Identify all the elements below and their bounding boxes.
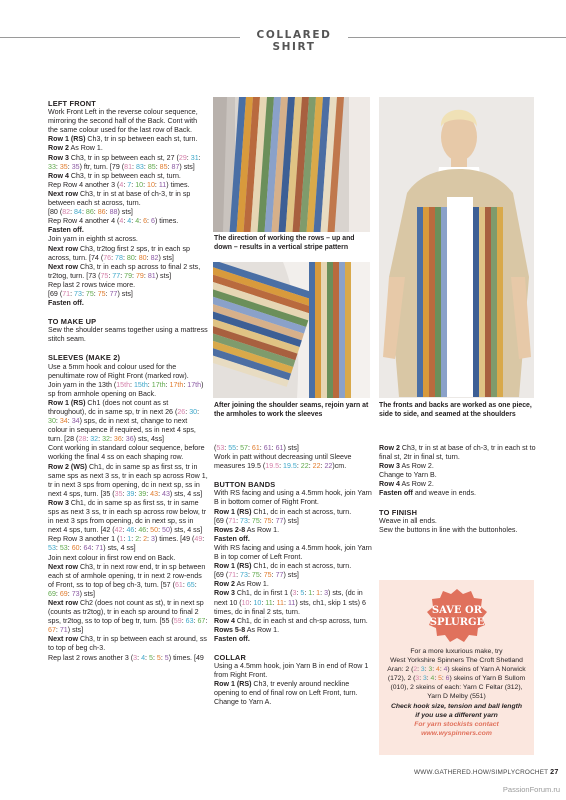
collar-change-yarn: Change to Yarn B. xyxy=(379,471,437,480)
caption-photo-1: The direction of working the rows – up and down – results in a vertical stripe pattern xyxy=(214,235,355,251)
left-band-row-3: Row 3 Ch1, dc in first 1 (3: 5: 1: 1: 3) sts, (dc in next 10 (10: 10: 11: 11: 11) sts, ch1, skip 1 sts) 6 times, dc in final 2 sts, turn. xyxy=(214,589,366,616)
save-line-5: (010), 2 skeins of each: Yarn C Feltar (312), xyxy=(390,684,523,692)
sleeves-row-1: Row 1 (RS) Ch1 (does not count as st throughout), dc in same sp, tr in next 26 (26: 30: 30: 34: 34) sps, dc in next st, change to next colour in sequence if required, ss in next 4 sps, turn. [28 (28: 32: 32: 36: 36) sts, 4ss] xyxy=(48,398,200,444)
sleeves-repeat-last: Rep last 2 rows another 3 (3: 4: 5: 5: 5) times. [49 xyxy=(48,653,204,662)
collar-row-2: Row 2 Ch3, tr in st at base of ch-3, tr in each st to final st, 2tr in final st, turn. xyxy=(379,444,536,462)
left-front-next-row-2: Next row Ch3, tr2tog first 2 sps, tr in each sp across, turn. [74 (76: 78: 80: 80: 82) sts] xyxy=(48,244,190,262)
sleeves-intro: Use a 5mm hook and colour used for the penultimate row of Right Front (marked row). xyxy=(48,362,189,380)
left-front-repeat-2: Rep Row 4 another 4 (4: 4: 4: 6: 6) times. xyxy=(48,217,179,226)
save-or-splurge-badge xyxy=(426,588,488,644)
stockists-link[interactable]: www.wyspinners.com xyxy=(421,729,492,737)
left-band-row-1: Row 1 (RS) Ch1, dc in each st across, turn. xyxy=(214,562,352,571)
collar-intro: Using a 4.5mm hook, join Yarn B in end of Row 1 from Right Front. xyxy=(214,662,369,680)
watermark: PassionForum.ru xyxy=(502,785,560,794)
column-2 xyxy=(214,444,372,708)
save-or-splurge-text xyxy=(379,647,534,738)
section-title: COLLARED SHIRT xyxy=(256,29,332,53)
to-finish-1: Weave in all ends. xyxy=(379,516,437,525)
left-front-repeat-3-count: [69 (71: 73: 75: 75: 77) sts] xyxy=(48,289,133,298)
button-bands-rows-2-8: Rows 2-8 As Row 1. xyxy=(214,525,280,534)
left-front-repeat-3: Rep last 2 rows twice more. xyxy=(48,280,136,289)
sleeves-next-row-1: Next row Ch3, tr in next row end, tr in sp between each st of armhole opening, tr in next 2 row-ends of Front, ss to top of beg ch-3, turn. [57 (61: 65: 69: 69: 73) sts] xyxy=(48,562,206,598)
button-bands-row-1-count: [69 (71: 73: 75: 75: 77) sts] xyxy=(214,516,299,525)
save-line-4: (172), 2 (3: 3: 4: 5: 6) skeins of Yarn B Sullom xyxy=(387,675,526,683)
model-image xyxy=(379,97,534,398)
left-front-next-row-1-count: [80 (82: 84: 86: 86: 88) sts] xyxy=(48,208,133,217)
photo-sleeve xyxy=(213,262,370,398)
badge-line-2: SPLURGE xyxy=(429,617,485,628)
left-front-row-2: Row 2 As Row 1. xyxy=(48,144,103,153)
save-line-3: Aran: 2 (2: 3: 3: 4: 4) skeins of Yarn A Norwick xyxy=(387,666,526,674)
button-bands-intro-2: With RS facing and using a 4.5mm hook, join Yarn B in top corner of Left Front. xyxy=(214,543,372,562)
stockists-text: For yarn stockists contact xyxy=(414,720,499,728)
column-3 xyxy=(379,444,536,535)
page-footer xyxy=(414,767,559,776)
sleeves-join: Join yarn in the 13th (15th: 15th: 17th: 17th: 17th) sp from armhole opening on Back. xyxy=(48,380,204,398)
page-number: 27 xyxy=(550,767,559,776)
sleeves-next-row-3: Next row Ch3, tr in sp between each st around, ss to top of beg ch-3. xyxy=(48,635,207,653)
sleeves-cont: Cont working in standard colour sequence, before working the final 4 ss on each shaping row. xyxy=(48,444,205,462)
collar-heading: COLLAR xyxy=(214,652,246,662)
left-band-row-4: Row 4 Ch1, dc in each st and ch-sp across, turn. xyxy=(214,616,368,625)
to-finish-heading: TO FINISH xyxy=(379,507,418,517)
sleeves-next-row-2: Next row Ch2 (does not count as st), tr in next sp (counts as tr2tog), tr in each sp around to final 2 sps, tr2tog, ss to top of beg tr, turn. [55 (59: 63: 67: 67: 71) sts] xyxy=(48,598,208,635)
collar-row-3: Row 3 As Row 2. xyxy=(379,462,434,471)
left-front-row-1: Row 1 (RS) Ch3, tr in sp between each st, turn. xyxy=(48,135,198,144)
sleeves-work-patt: Work in patt without decreasing until Sleeve measures 19.5 (19.5: 19.5: 22: 22: 22)cm. xyxy=(214,453,352,471)
photo-stripe-closeup xyxy=(213,97,370,232)
left-band-row-2: Row 2 As Row 1. xyxy=(214,580,269,589)
to-finish-2: Sew the buttons in line with the buttonholes. xyxy=(379,525,518,534)
footer-url[interactable]: WWW.GATHERED.HOW/SIMPLYCROCHET xyxy=(414,769,549,776)
collar-row-4: Row 4 As Row 2. xyxy=(379,480,434,489)
save-line-1: For a more luxurious make, try xyxy=(410,648,503,655)
save-line-2: West Yorkshire Spinners The Croft Shetland xyxy=(390,657,523,665)
button-bands-row-1: Row 1 (RS) Ch1, dc in each st across, turn. xyxy=(214,507,352,516)
left-front-fasten-off-2: Fasten off. xyxy=(48,299,84,308)
stripe-closeup-image xyxy=(213,97,370,232)
sleeves-row-3: Row 3 Ch1, dc in same sp as first ss, tr in same sps as next 3 ss, tr in each sp across row below, tr in next 3 sps from opening, dc in next sp, ss in next 4 sps, turn. [42 (42: 46: 46: 50: 50) sts, 4 ss] xyxy=(48,498,207,535)
button-bands-intro: With RS facing and using a 4.5mm hook, join Yarn B in bottom corner of Right Front. xyxy=(214,489,372,507)
sleeves-join-2: Join next colour in first row end on Back. xyxy=(48,553,176,562)
collar-row-1: Row 1 (RS) Ch3, tr evenly around neckline opening to end of final row on Left Front, turn. Change to Yarn A. xyxy=(214,680,358,707)
save-italic-2: if you use a different yarn xyxy=(415,711,498,719)
left-front-next-row-1: Next row Ch3, tr in st at base of ch-3, tr in sp between each st across, turn. xyxy=(48,189,191,208)
left-front-join: Join yarn in eighth st across. xyxy=(48,235,138,244)
left-band-fasten-off: Fasten off. xyxy=(214,634,250,643)
left-front-row-4: Row 4 Ch3, tr in sp between each st, turn. xyxy=(48,171,181,180)
photo-model xyxy=(379,97,534,398)
sleeves-repeat: Rep Row 3 another 1 (1: 1: 2: 2: 3) times. [49 (49: 53: 53: 60: 64: 71) sts, 4 ss] xyxy=(48,535,205,553)
left-front-repeat-1: Rep Row 4 another 3 (4: 7: 10: 10: 11) times. xyxy=(48,180,190,189)
left-front-row-3: Row 3 Ch3, tr in sp between each st, 27 (29: 31: 33: 35: 35) ftr, turn. [79 (81: 83: 85: 85: 87) sts] xyxy=(48,153,201,171)
left-front-intro: Work Front Left in the reverse colour sequence, mirroring the second half of the Back. Cont with the same colour used for the last row of Back. xyxy=(48,108,198,135)
sleeves-heading: SLEEVES (MAKE 2) xyxy=(48,353,121,363)
left-band-row-1-count: [69 (71: 73: 75: 75: 77) sts] xyxy=(214,571,299,580)
button-bands-heading: BUTTON BANDS xyxy=(214,480,276,490)
sleeve-image xyxy=(213,262,370,398)
button-bands-fasten-off: Fasten off. xyxy=(214,534,250,543)
left-front-heading: LEFT FRONT xyxy=(48,99,96,108)
left-front-fasten-off-1: Fasten off. xyxy=(48,226,84,235)
save-line-6: Yarn D Melby (551) xyxy=(427,693,486,701)
sleeves-continued-count: (53: 55: 57: 61: 61: 61) sts] xyxy=(214,444,299,452)
sleeves-row-2: Row 2 (WS) Ch1, dc in same sp as first ss, tr in same sps as next 3 ss, tr in each sp across Row 1, tr in next 3 sps from opening, dc in next sp, ss in next 4 sps, turn. [35 (35: 39: 39: 43: 43) sts, 4 ss] xyxy=(48,462,208,498)
column-1 xyxy=(48,99,208,663)
left-front-next-row-3: Next row Ch3, tr in each sp across to final 2 sts, tr2tog, turn. [73 (75: 77: 79: 79: 81) sts] xyxy=(48,262,201,280)
badge-line-1: SAVE OR xyxy=(431,605,483,616)
header-rule-right xyxy=(348,37,566,38)
make-up-heading: TO MAKE UP xyxy=(48,317,97,327)
header-rule-left xyxy=(0,37,240,38)
left-band-rows-5-8: Rows 5-8 As Row 1. xyxy=(214,625,280,634)
collar-fasten-off: Fasten off and weave in ends. xyxy=(379,489,477,498)
caption-photo-2: After joining the shoulder seams, rejoin yarn at the armholes to work the sleeves xyxy=(214,402,369,418)
save-italic-1: Check hook size, tension and ball length xyxy=(390,702,523,710)
make-up-text: Sew the shoulder seams together using a mattress stitch seam. xyxy=(48,326,208,344)
caption-photo-3: The fronts and backs are worked as one piece, side to side, and seamed at the shoulders xyxy=(379,402,532,418)
